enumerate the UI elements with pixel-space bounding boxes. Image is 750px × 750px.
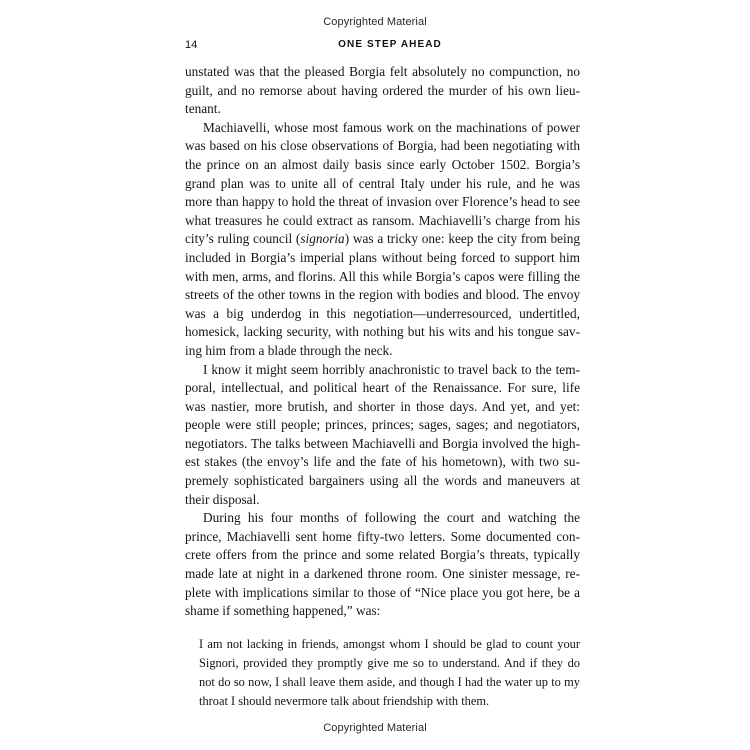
paragraph-2-part-1: Machiavelli, whose most famous work on the machinations of power was based on his close observations of Borgia, had been negotiating with the prince on an almost daily basis since early October 1502. Borgia’s grand plan was to unite all of central Italy under his rule, and he was more than happy to hold the threat of invasion over Florence’s head to see what treasures he could extract as ransom. Machiavelli’s charge from his city’s ruling council ( [185,119,580,247]
paragraph-2-part-2: ) was a tricky one: keep the city from being included in Borgia’s imperial plans without being forced to support him with men, arms, and florins. All this while Borgia’s capos were filling the streets of the other towns in the region with bodies and blood. The envoy was a big underdog in this negotiation—underresourced, undertitled, homesick, lacking security, with nothing but his wits and his tongue saving him from a blade through the neck. [185,231,580,358]
running-head [185,39,585,53]
paragraph-2-emphasis: signoria [300,231,345,247]
paragraph-1: unstated was that the pleased Borgia felt absolutely no compunction, no guilt, and no remorse about having ordered the murder of his own lieutenant. [185,64,580,117]
paragraph-2 [185,119,580,361]
running-title: ONE STEP AHEAD [338,39,442,50]
paragraph-3: I know it might seem horribly anachronistic to travel back to the temporal, intellectual, and political heart of the Renaissance. For sure, life was nastier, more brutish, and shorter in those days. And yet, and yet: people were still people; princes, princes; sages, sages; and negotiators, negotiators. The talks between Machiavelli and Borgia involved the highest stakes (the envoy’s life and the fate of his hometown), with two supremely sophisticated bargainers using all the words and maneuvers at their disposal. [185,361,580,507]
copyright-notice-bottom: Copyrighted Material [323,722,427,734]
block-quote: I am not lacking in friends, amongst whom I should be glad to count your Signori, provided they promptly give me so to understand. And if they do not do so now, I shall leave them aside, and though I had the water up to my throat I should nevermore talk about friendship with them. [199,636,580,708]
paragraph-4: During his four months of following the court and watching the prince, Machiavelli sent home fifty-two letters. Some documented concrete offers from the prince and some related Borgia’s threats, typically made late at night in a darkened throne room. One sinister message, replete with implications similar to those of “Nice place you got here, be a shame if something happened,” was: [185,510,580,619]
body-text [185,63,580,711]
page-number: 14 [185,39,198,51]
copyright-notice-top: Copyrighted Material [323,16,427,28]
